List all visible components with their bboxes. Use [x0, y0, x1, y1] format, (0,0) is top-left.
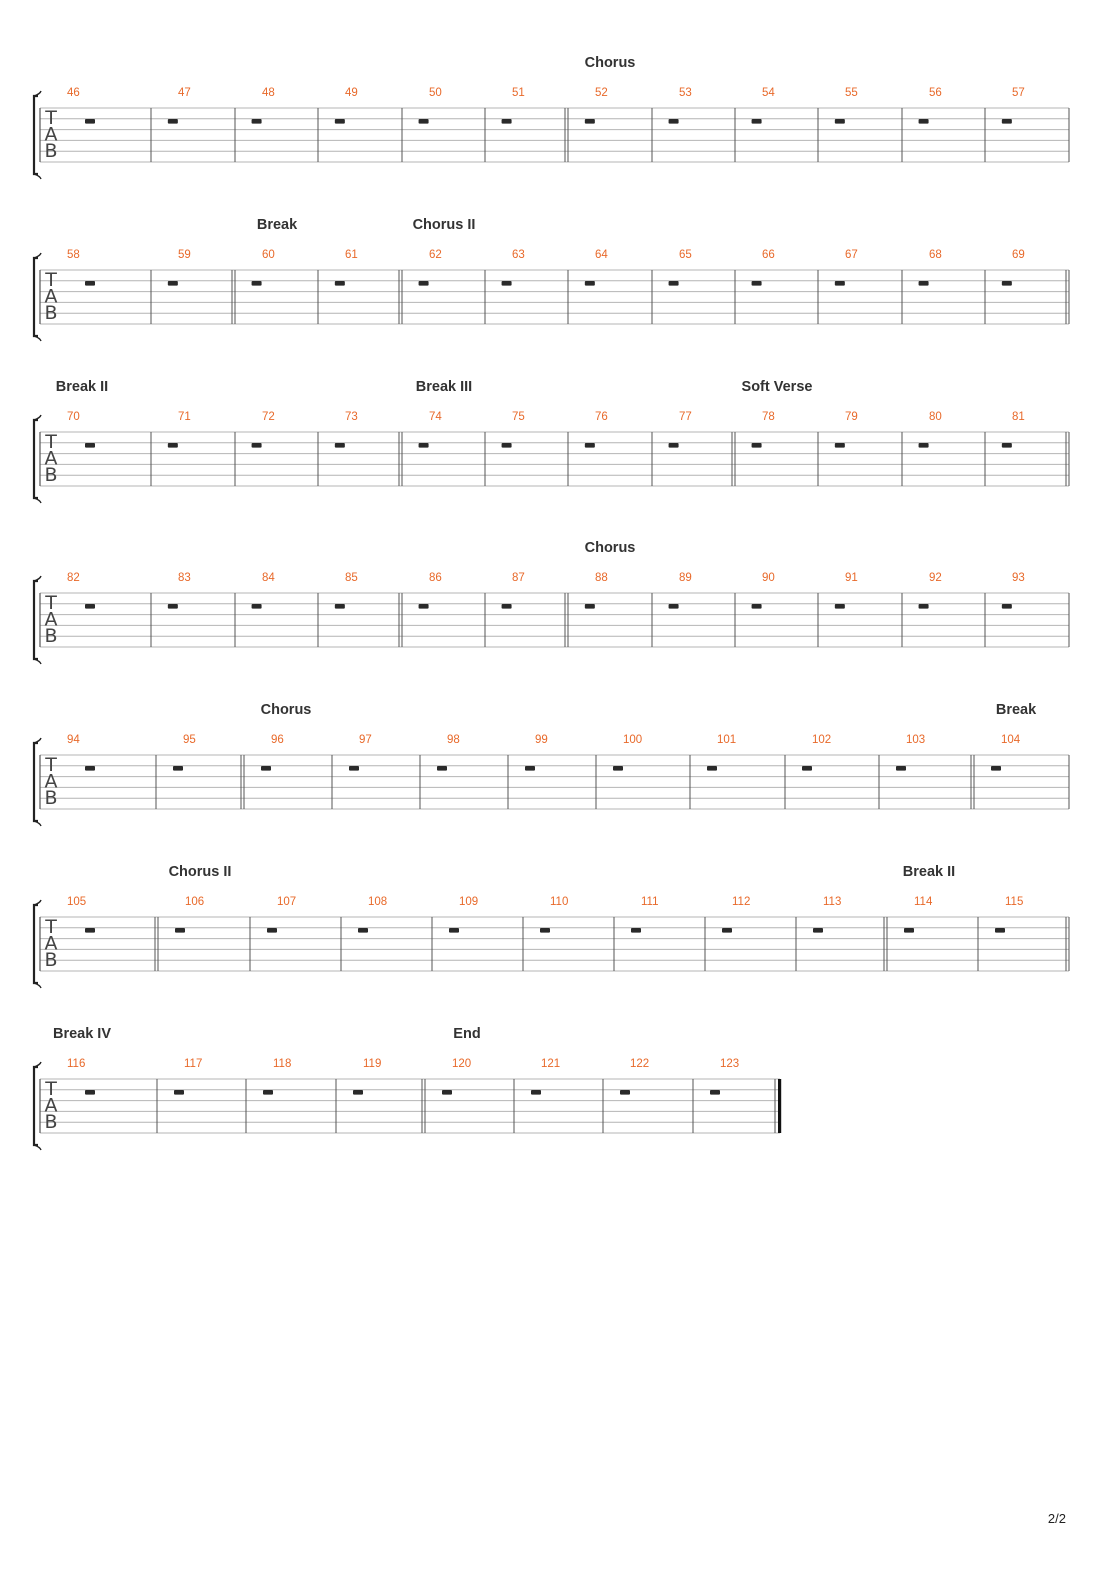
- whole-rest: [168, 281, 178, 286]
- whole-rest: [1002, 604, 1012, 609]
- whole-rest: [502, 443, 512, 448]
- section-label: End: [453, 1026, 481, 1042]
- tab-clef-letter: T: [45, 592, 57, 614]
- tab-clef-letter: A: [44, 770, 58, 793]
- bar-number: 60: [262, 249, 275, 261]
- bar-number: 91: [845, 572, 858, 584]
- tab-clef-letter: B: [44, 625, 58, 647]
- whole-rest: [710, 1090, 720, 1095]
- section-label: Break: [995, 702, 1037, 718]
- whole-rest: [896, 766, 906, 771]
- whole-rest: [252, 604, 262, 609]
- whole-rest: [919, 443, 929, 448]
- bar-number: 114: [914, 896, 933, 908]
- bar-number: 48: [262, 87, 275, 99]
- bar-number: 112: [732, 896, 751, 908]
- bar-number: 110: [550, 896, 569, 908]
- bar-number: 107: [277, 896, 297, 908]
- bar-number: 88: [595, 572, 608, 584]
- whole-rest: [919, 281, 929, 286]
- bar-number: 115: [1005, 896, 1024, 908]
- bar-number: 117: [184, 1058, 203, 1070]
- tab-clef-letter: B: [44, 949, 58, 971]
- tab-clef-letter: A: [44, 1094, 58, 1117]
- bar-number: 58: [67, 249, 80, 261]
- bar-number: 83: [178, 572, 191, 584]
- whole-rest: [252, 443, 262, 448]
- section-label: Chorus: [584, 55, 636, 71]
- whole-rest: [358, 928, 368, 933]
- bar-number: 98: [447, 734, 460, 746]
- system-bracket: [34, 581, 38, 659]
- bar-number: 69: [1012, 249, 1025, 261]
- tab-clef-letter: A: [44, 447, 58, 470]
- whole-rest: [502, 281, 512, 286]
- bar-number: 123: [720, 1058, 740, 1070]
- bar-number: 55: [845, 87, 858, 99]
- whole-rest: [85, 443, 95, 448]
- whole-rest: [419, 119, 429, 124]
- tab-system: [34, 55, 1069, 179]
- whole-rest: [335, 604, 345, 609]
- bar-number: 103: [906, 734, 926, 746]
- bar-number: 86: [429, 572, 442, 584]
- whole-rest: [353, 1090, 363, 1095]
- whole-rest: [261, 766, 271, 771]
- final-barline: [778, 1079, 781, 1133]
- whole-rest: [707, 766, 717, 771]
- section-label: Break III: [415, 379, 473, 395]
- bar-number: 97: [359, 734, 372, 746]
- tab-clef-letter: B: [44, 787, 58, 809]
- whole-rest: [437, 766, 447, 771]
- bar-number: 92: [929, 572, 942, 584]
- bar-number: 57: [1012, 87, 1025, 99]
- whole-rest: [904, 928, 914, 933]
- bar-number: 109: [459, 896, 479, 908]
- bar-number: 120: [452, 1058, 472, 1070]
- whole-rest: [631, 928, 641, 933]
- whole-rest: [835, 443, 845, 448]
- bar-number: 116: [67, 1058, 86, 1070]
- tab-clef-letter: T: [45, 754, 57, 776]
- bar-number: 106: [185, 896, 205, 908]
- whole-rest: [335, 119, 345, 124]
- whole-rest: [919, 604, 929, 609]
- bar-number: 84: [262, 572, 275, 584]
- whole-rest: [85, 281, 95, 286]
- whole-rest: [1002, 119, 1012, 124]
- bar-number: 99: [535, 734, 548, 746]
- whole-rest: [585, 119, 595, 124]
- whole-rest: [835, 604, 845, 609]
- tab-clef-letter: A: [44, 932, 58, 955]
- whole-rest: [168, 443, 178, 448]
- whole-rest: [85, 1090, 95, 1095]
- whole-rest: [585, 281, 595, 286]
- bar-number: 78: [762, 411, 775, 423]
- whole-rest: [442, 1090, 452, 1095]
- whole-rest: [419, 604, 429, 609]
- whole-rest: [252, 119, 262, 124]
- bar-number: 113: [823, 896, 842, 908]
- bar-number: 96: [271, 734, 284, 746]
- tab-clef-letter: T: [45, 269, 57, 291]
- bar-number: 79: [845, 411, 858, 423]
- section-label: Break: [256, 217, 298, 233]
- bar-number: 68: [929, 249, 942, 261]
- whole-rest: [669, 281, 679, 286]
- whole-rest: [669, 443, 679, 448]
- bar-number: 111: [641, 896, 659, 908]
- bar-number: 54: [762, 87, 775, 99]
- bar-number: 85: [345, 572, 358, 584]
- system-bracket: [34, 258, 38, 336]
- section-label: Soft Verse: [741, 379, 813, 395]
- tab-systems: [34, 55, 1069, 1150]
- whole-rest: [613, 766, 623, 771]
- whole-rest: [168, 119, 178, 124]
- whole-rest: [85, 119, 95, 124]
- section-label: Break IV: [52, 1026, 112, 1042]
- whole-rest: [585, 443, 595, 448]
- whole-rest: [168, 604, 178, 609]
- whole-rest: [173, 766, 183, 771]
- tab-system: [34, 217, 1069, 341]
- bar-number: 122: [630, 1058, 650, 1070]
- whole-rest: [835, 281, 845, 286]
- bar-number: 105: [67, 896, 87, 908]
- bar-number: 75: [512, 411, 525, 423]
- tab-system: [34, 1026, 781, 1150]
- whole-rest: [802, 766, 812, 771]
- whole-rest: [419, 443, 429, 448]
- bar-number: 52: [595, 87, 608, 99]
- whole-rest: [502, 604, 512, 609]
- bar-number: 104: [1001, 734, 1021, 746]
- whole-rest: [669, 604, 679, 609]
- bar-number: 93: [1012, 572, 1025, 584]
- bar-number: 118: [273, 1058, 292, 1070]
- tab-system: [34, 864, 1069, 988]
- bar-number: 100: [623, 734, 643, 746]
- bar-number: 80: [929, 411, 942, 423]
- system-bracket: [34, 1067, 38, 1145]
- tab-clef-letter: T: [45, 107, 57, 129]
- bar-number: 64: [595, 249, 608, 261]
- whole-rest: [85, 604, 95, 609]
- whole-rest: [752, 281, 762, 286]
- whole-rest: [531, 1090, 541, 1095]
- whole-rest: [835, 119, 845, 124]
- whole-rest: [813, 928, 823, 933]
- whole-rest: [263, 1090, 273, 1095]
- tab-clef-letter: A: [44, 608, 58, 631]
- whole-rest: [620, 1090, 630, 1095]
- bar-number: 61: [345, 249, 358, 261]
- bar-number: 46: [67, 87, 80, 99]
- bar-number: 66: [762, 249, 775, 261]
- system-bracket: [34, 420, 38, 498]
- whole-rest: [540, 928, 550, 933]
- system-bracket: [34, 743, 38, 821]
- bar-number: 56: [929, 87, 942, 99]
- bar-number: 71: [178, 411, 191, 423]
- tab-clef-letter: T: [45, 431, 57, 453]
- whole-rest: [85, 766, 95, 771]
- tab-clef-letter: A: [44, 285, 58, 308]
- bar-number: 87: [512, 572, 525, 584]
- whole-rest: [335, 281, 345, 286]
- bar-number: 101: [717, 734, 737, 746]
- bar-number: 119: [363, 1058, 382, 1070]
- bar-number: 121: [541, 1058, 561, 1070]
- whole-rest: [585, 604, 595, 609]
- bar-number: 59: [178, 249, 191, 261]
- tab-clef-letter: T: [45, 1078, 57, 1100]
- system-bracket: [34, 96, 38, 174]
- section-label: Chorus: [584, 540, 636, 556]
- bar-number: 82: [67, 572, 80, 584]
- bar-number: 102: [812, 734, 832, 746]
- whole-rest: [267, 928, 277, 933]
- bar-number: 73: [345, 411, 358, 423]
- whole-rest: [174, 1090, 184, 1095]
- section-label: Break II: [55, 379, 109, 395]
- whole-rest: [752, 119, 762, 124]
- section-label: Chorus: [260, 702, 312, 718]
- whole-rest: [752, 443, 762, 448]
- bar-number: 49: [345, 87, 358, 99]
- whole-rest: [449, 928, 459, 933]
- whole-rest: [525, 766, 535, 771]
- whole-rest: [752, 604, 762, 609]
- whole-rest: [991, 766, 1001, 771]
- bar-number: 72: [262, 411, 275, 423]
- whole-rest: [335, 443, 345, 448]
- bar-number: 67: [845, 249, 858, 261]
- section-label: Break II: [902, 864, 956, 880]
- whole-rest: [722, 928, 732, 933]
- bar-number: 74: [429, 411, 442, 423]
- whole-rest: [1002, 443, 1012, 448]
- bar-number: 65: [679, 249, 692, 261]
- tab-clef-letter: B: [44, 1111, 58, 1133]
- bar-number: 76: [595, 411, 608, 423]
- whole-rest: [502, 119, 512, 124]
- whole-rest: [252, 281, 262, 286]
- whole-rest: [349, 766, 359, 771]
- whole-rest: [669, 119, 679, 124]
- bar-number: 53: [679, 87, 692, 99]
- bar-number: 62: [429, 249, 442, 261]
- bar-number: 47: [178, 87, 191, 99]
- bar-number: 90: [762, 572, 775, 584]
- tab-clef-letter: B: [44, 302, 58, 324]
- bar-number: 63: [512, 249, 525, 261]
- tab-clef-letter: B: [44, 464, 58, 486]
- system-bracket: [34, 905, 38, 983]
- bar-number: 95: [183, 734, 196, 746]
- tab-clef-letter: T: [45, 916, 57, 938]
- whole-rest: [175, 928, 185, 933]
- bar-number: 50: [429, 87, 442, 99]
- whole-rest: [1002, 281, 1012, 286]
- page-number: 2/2: [1047, 1511, 1066, 1526]
- bar-number: 94: [67, 734, 80, 746]
- bar-number: 77: [679, 411, 692, 423]
- section-label: Chorus II: [168, 864, 232, 880]
- bar-number: 108: [368, 896, 388, 908]
- tab-clef-letter: B: [44, 140, 58, 162]
- bar-number: 51: [512, 87, 525, 99]
- bar-number: 81: [1012, 411, 1025, 423]
- bar-number: 89: [679, 572, 692, 584]
- tab-system: [34, 540, 1069, 664]
- whole-rest: [919, 119, 929, 124]
- tab-system: [34, 702, 1069, 826]
- whole-rest: [85, 928, 95, 933]
- whole-rest: [995, 928, 1005, 933]
- tab-clef-letter: A: [44, 123, 58, 146]
- bar-number: 70: [67, 411, 80, 423]
- section-label: Chorus II: [412, 217, 476, 233]
- tab-system: [34, 379, 1069, 503]
- whole-rest: [419, 281, 429, 286]
